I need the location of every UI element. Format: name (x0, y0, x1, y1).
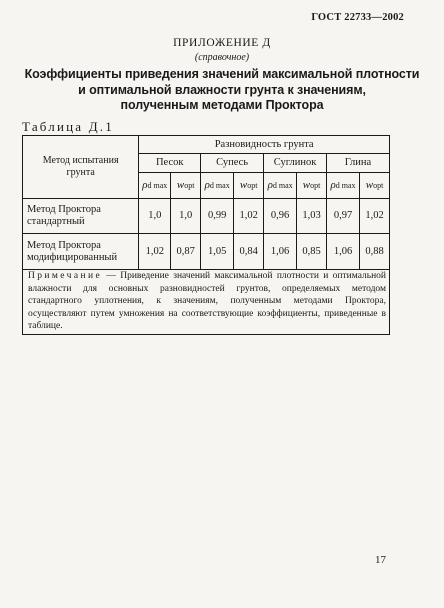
value-cell: 0,88 (360, 234, 390, 270)
symbol-w-cell: wopt (297, 173, 327, 199)
symbol-rho-cell: ρd max (264, 173, 297, 199)
value-cell: 1,05 (201, 234, 234, 270)
heading-line-1: Коэффициенты приведения значений максимальной плотности (24, 67, 420, 81)
value-cell: 0,99 (201, 199, 234, 234)
table-row (23, 199, 390, 234)
heading-line-3: полученным методами Проктора (120, 98, 324, 112)
row-label-standard: Метод Проктора стандартный (23, 199, 139, 234)
method-header-cell (23, 136, 139, 199)
note-lead: Примечание (28, 271, 103, 281)
value-cell: 1,0 (139, 199, 171, 234)
method-header-line-1: Метод испытания (42, 155, 119, 166)
appendix-status: (справочное) (194, 52, 250, 63)
value-cell: 1,02 (139, 234, 171, 270)
soil-header-sand: Песок (139, 154, 201, 173)
value-cell: 1,0 (171, 199, 201, 234)
symbol-rho-cell: ρd max (326, 173, 359, 199)
page-number: 17 (375, 554, 386, 566)
table-row (23, 234, 390, 270)
note-text: — Приведение значений максимальной плотности и оптимальной влажности для основных разновидностей грунтов, определяемых методом стандартного уплотнения, к значениям, полученным методами Проктора, осуществляют путем умножения на соответствующие коэффициенты, приведенные в таблице. (28, 271, 386, 332)
symbol-rho-cell: ρd max (139, 173, 171, 199)
symbol-w-cell: wopt (234, 173, 264, 199)
value-cell: 0,84 (234, 234, 264, 270)
soil-type-header: Разновидность грунта (139, 136, 390, 154)
value-cell: 1,02 (360, 199, 390, 234)
row-label-modified: Метод Проктора модифицированный (23, 234, 139, 270)
heading-line-2: и оптимальной влажности грунта к значениям, (78, 82, 366, 97)
symbol-w-cell: wopt (171, 173, 201, 199)
soil-header-clay: Глина (326, 154, 389, 173)
value-cell: 1,03 (297, 199, 327, 234)
method-header-line-2: грунта (66, 167, 95, 178)
symbol-rho-cell: ρd max (201, 173, 234, 199)
soil-header-loam: Суглинок (264, 154, 327, 173)
value-cell: 1,02 (234, 199, 264, 234)
symbol-w-cell: wopt (360, 173, 390, 199)
soil-header-sandy-loam: Супесь (201, 154, 264, 173)
value-cell: 0,96 (264, 199, 297, 234)
value-cell: 0,85 (297, 234, 327, 270)
value-cell: 0,87 (171, 234, 201, 270)
value-cell: 0,97 (326, 199, 359, 234)
table-note (28, 270, 386, 333)
value-cell: 1,06 (326, 234, 359, 270)
appendix-title: ПРИЛОЖЕНИЕ Д (173, 37, 271, 49)
table-caption: Таблица Д.1 (22, 119, 114, 134)
section-heading (20, 67, 424, 114)
coefficients-table (22, 135, 390, 270)
value-cell: 1,06 (264, 234, 297, 270)
standard-number: ГОСТ 22733—2002 (311, 12, 404, 23)
